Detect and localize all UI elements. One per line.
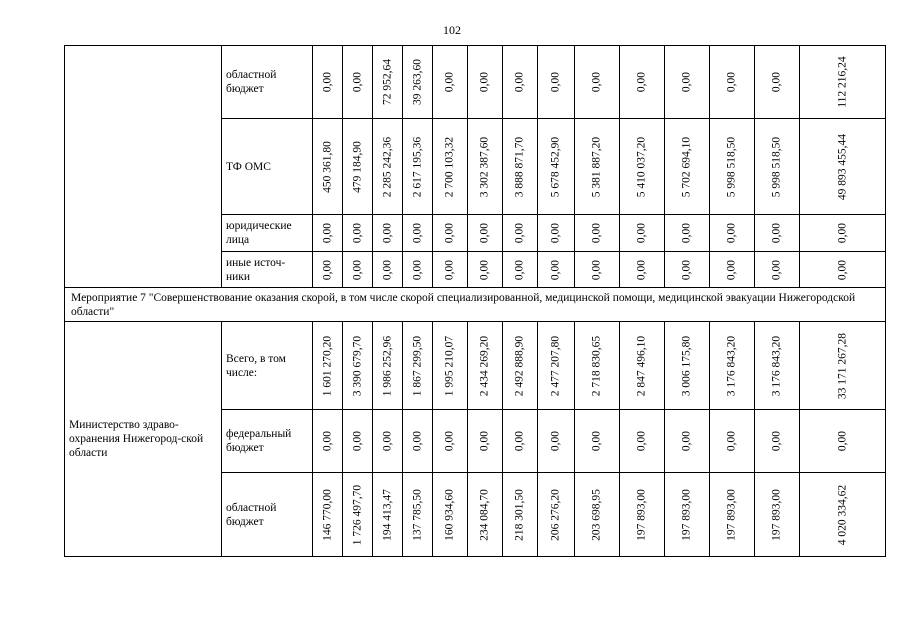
value-text: 1 867 299,50 bbox=[411, 335, 423, 396]
value-cell bbox=[800, 410, 886, 473]
value-cell bbox=[313, 46, 343, 119]
value-cell bbox=[620, 473, 665, 557]
value-cell bbox=[468, 473, 503, 557]
value-text: 3 176 843,20 bbox=[725, 335, 738, 396]
value-cell bbox=[755, 410, 800, 473]
value-text: 0,00 bbox=[513, 430, 526, 452]
value-cell bbox=[343, 46, 373, 119]
value-text: 1 726 497,70 bbox=[351, 484, 363, 545]
value-text: 2 434 269,20 bbox=[478, 335, 491, 396]
value-cell bbox=[620, 410, 665, 473]
value-text: 0,00 bbox=[590, 430, 603, 452]
value-text: 2 285 242,36 bbox=[381, 136, 393, 197]
value-text: 0,00 bbox=[770, 222, 783, 244]
value-cell bbox=[373, 322, 403, 410]
value-text: 0,00 bbox=[680, 71, 693, 93]
value-cell bbox=[503, 322, 538, 410]
value-text: 2 718 830,65 bbox=[590, 335, 603, 396]
value-text: 0,00 bbox=[635, 71, 648, 93]
value-text: 0,00 bbox=[770, 430, 783, 452]
value-cell bbox=[403, 215, 433, 252]
value-cell bbox=[800, 322, 886, 410]
value-text: 0,00 bbox=[411, 259, 423, 280]
value-text: 0,00 bbox=[549, 259, 562, 280]
value-cell bbox=[538, 473, 575, 557]
value-text: 0,00 bbox=[513, 259, 526, 280]
source-label: иные источ-ники bbox=[226, 256, 286, 283]
value-text: 450 361,80 bbox=[321, 140, 333, 193]
value-text: 160 934,60 bbox=[443, 488, 456, 541]
value-cell bbox=[665, 410, 710, 473]
source-label: Всего, в том числе: bbox=[226, 352, 286, 379]
value-cell bbox=[403, 119, 433, 215]
value-text: 1 601 270,20 bbox=[321, 335, 333, 396]
value-cell bbox=[503, 215, 538, 252]
value-text: 0,00 bbox=[770, 71, 783, 93]
value-cell bbox=[665, 322, 710, 410]
value-text: 0,00 bbox=[590, 222, 603, 244]
value-text: 0,00 bbox=[443, 430, 456, 452]
value-cell bbox=[343, 473, 373, 557]
value-cell bbox=[313, 410, 343, 473]
value-text: 197 893,00 bbox=[770, 488, 783, 541]
value-cell bbox=[755, 215, 800, 252]
value-text: 0,00 bbox=[680, 430, 693, 452]
value-text: 2 700 103,32 bbox=[443, 136, 456, 197]
value-text: 5 998 518,50 bbox=[770, 136, 783, 197]
value-text: 112 216,24 bbox=[836, 56, 848, 108]
value-text: 206 276,20 bbox=[549, 488, 562, 541]
value-cell bbox=[665, 473, 710, 557]
value-text: 0,00 bbox=[411, 430, 423, 452]
value-cell bbox=[313, 119, 343, 215]
value-text: 5 410 037,20 bbox=[635, 136, 648, 197]
value-cell bbox=[755, 473, 800, 557]
value-cell bbox=[665, 252, 710, 288]
value-text: 0,00 bbox=[478, 71, 491, 93]
value-cell bbox=[755, 119, 800, 215]
value-text: 33 171 267,28 bbox=[836, 332, 848, 399]
value-cell bbox=[620, 252, 665, 288]
value-cell bbox=[665, 46, 710, 119]
source-cell bbox=[222, 322, 313, 410]
table-row bbox=[65, 288, 886, 322]
value-text: 197 893,00 bbox=[725, 488, 738, 541]
table-row bbox=[65, 322, 886, 410]
value-text: 2 477 207,80 bbox=[549, 335, 562, 396]
value-cell bbox=[800, 252, 886, 288]
value-cell bbox=[538, 215, 575, 252]
value-text: 0,00 bbox=[478, 222, 491, 244]
value-text: 0,00 bbox=[321, 430, 333, 452]
source-label: федеральный бюджет bbox=[226, 428, 292, 454]
value-cell bbox=[343, 322, 373, 410]
value-cell bbox=[403, 322, 433, 410]
value-cell bbox=[468, 215, 503, 252]
value-text: 2 847 496,10 bbox=[635, 335, 648, 396]
source-cell bbox=[222, 215, 313, 252]
value-text: 479 184,90 bbox=[351, 140, 363, 193]
value-text: 0,00 bbox=[635, 430, 648, 452]
value-cell bbox=[538, 119, 575, 215]
value-text: 0,00 bbox=[590, 71, 603, 93]
value-text: 0,00 bbox=[351, 430, 363, 452]
value-text: 234 084,70 bbox=[478, 488, 491, 541]
value-cell bbox=[503, 46, 538, 119]
source-label: областной бюджет bbox=[226, 501, 277, 528]
table-body bbox=[65, 46, 886, 557]
value-cell bbox=[665, 119, 710, 215]
value-text: 0,00 bbox=[680, 259, 693, 280]
value-cell bbox=[710, 46, 755, 119]
value-text: 1 995 210,07 bbox=[443, 335, 456, 396]
value-cell bbox=[373, 215, 403, 252]
org-cell-empty bbox=[65, 46, 222, 288]
source-cell bbox=[222, 252, 313, 288]
value-cell bbox=[433, 410, 468, 473]
value-cell bbox=[755, 252, 800, 288]
value-cell bbox=[503, 252, 538, 288]
value-cell bbox=[373, 252, 403, 288]
value-text: 197 893,00 bbox=[635, 488, 648, 541]
value-cell bbox=[575, 473, 620, 557]
value-cell bbox=[343, 410, 373, 473]
value-text: 194 413,47 bbox=[381, 488, 393, 541]
value-cell bbox=[503, 473, 538, 557]
event-title: Мероприятие 7 "Совершенствование оказания скорой, в том числе скорой специализированной, медицинской помощи, медицинской эвакуации Нижегородской области" bbox=[65, 288, 886, 322]
value-cell bbox=[575, 46, 620, 119]
value-cell bbox=[800, 215, 886, 252]
value-text: 2 617 195,36 bbox=[411, 136, 423, 197]
value-text: 0,00 bbox=[770, 259, 783, 280]
value-cell bbox=[710, 252, 755, 288]
value-text: 2 492 888,90 bbox=[513, 335, 526, 396]
value-cell bbox=[710, 215, 755, 252]
value-text: 0,00 bbox=[725, 430, 738, 452]
value-cell bbox=[800, 119, 886, 215]
value-cell bbox=[403, 46, 433, 119]
value-cell bbox=[710, 322, 755, 410]
value-text: 197 893,00 bbox=[680, 488, 693, 541]
value-cell bbox=[433, 215, 468, 252]
value-cell bbox=[710, 119, 755, 215]
value-cell bbox=[313, 252, 343, 288]
value-text: 1 986 252,96 bbox=[381, 335, 393, 396]
value-text: 0,00 bbox=[513, 71, 526, 93]
value-text: 5 381 887,20 bbox=[590, 136, 603, 197]
value-cell bbox=[343, 215, 373, 252]
value-cell bbox=[620, 119, 665, 215]
org-cell: Министерство здраво-охранения Нижегород-ской области bbox=[65, 322, 222, 557]
source-cell bbox=[222, 46, 313, 119]
value-cell bbox=[313, 322, 343, 410]
page-number: 102 bbox=[443, 23, 461, 37]
value-text: 49 893 455,44 bbox=[836, 133, 848, 200]
value-cell bbox=[503, 119, 538, 215]
value-cell bbox=[538, 322, 575, 410]
value-text: 0,00 bbox=[836, 430, 848, 452]
value-text: 0,00 bbox=[478, 430, 491, 452]
value-text: 0,00 bbox=[635, 222, 648, 244]
value-cell bbox=[373, 46, 403, 119]
value-cell bbox=[538, 252, 575, 288]
value-text: 203 698,95 bbox=[590, 488, 603, 541]
value-cell bbox=[433, 252, 468, 288]
value-text: 0,00 bbox=[321, 71, 333, 93]
budget-table bbox=[64, 45, 886, 557]
value-text: 137 785,50 bbox=[411, 488, 423, 541]
value-cell bbox=[575, 322, 620, 410]
value-cell bbox=[343, 252, 373, 288]
value-text: 0,00 bbox=[590, 259, 603, 280]
value-text: 72 952,64 bbox=[381, 59, 393, 105]
value-cell bbox=[620, 215, 665, 252]
value-text: 0,00 bbox=[321, 259, 333, 280]
value-cell bbox=[468, 46, 503, 119]
value-text: 0,00 bbox=[549, 222, 562, 244]
value-cell bbox=[710, 473, 755, 557]
value-cell bbox=[343, 119, 373, 215]
value-text: 0,00 bbox=[381, 430, 393, 452]
source-cell bbox=[222, 473, 313, 557]
value-text: 5 998 518,50 bbox=[725, 136, 738, 197]
value-cell bbox=[575, 215, 620, 252]
value-cell bbox=[373, 119, 403, 215]
value-cell bbox=[403, 252, 433, 288]
value-cell bbox=[433, 46, 468, 119]
value-cell bbox=[755, 322, 800, 410]
value-text: 0,00 bbox=[549, 71, 562, 93]
value-cell bbox=[538, 46, 575, 119]
value-text: 5 702 694,10 bbox=[680, 136, 693, 197]
value-cell bbox=[313, 215, 343, 252]
value-cell bbox=[468, 119, 503, 215]
value-cell bbox=[800, 473, 886, 557]
value-cell bbox=[468, 410, 503, 473]
value-text: 0,00 bbox=[443, 222, 456, 244]
value-cell bbox=[710, 410, 755, 473]
value-cell bbox=[433, 322, 468, 410]
value-text: 0,00 bbox=[635, 259, 648, 280]
value-text: 0,00 bbox=[513, 222, 526, 244]
value-text: 0,00 bbox=[549, 430, 562, 452]
value-cell bbox=[403, 473, 433, 557]
value-cell bbox=[373, 410, 403, 473]
value-text: 5 678 452,90 bbox=[549, 136, 562, 197]
value-text: 0,00 bbox=[836, 259, 848, 280]
value-text: 0,00 bbox=[351, 259, 363, 280]
value-cell bbox=[313, 473, 343, 557]
value-text: 0,00 bbox=[381, 259, 393, 280]
value-cell bbox=[575, 119, 620, 215]
value-cell bbox=[468, 252, 503, 288]
value-text: 0,00 bbox=[351, 71, 363, 93]
value-text: 0,00 bbox=[443, 71, 456, 93]
value-text: 3 888 871,70 bbox=[513, 136, 526, 197]
source-cell bbox=[222, 410, 313, 473]
value-cell bbox=[575, 410, 620, 473]
value-text: 3 390 679,70 bbox=[351, 335, 363, 396]
value-cell bbox=[433, 119, 468, 215]
value-text: 218 301,50 bbox=[513, 488, 526, 541]
value-text: 0,00 bbox=[725, 71, 738, 93]
value-cell bbox=[755, 46, 800, 119]
table-row bbox=[65, 46, 886, 119]
source-label: областной бюджет bbox=[226, 69, 277, 95]
value-cell bbox=[665, 215, 710, 252]
value-text: 39 263,60 bbox=[411, 59, 423, 105]
value-cell bbox=[503, 410, 538, 473]
value-cell bbox=[800, 46, 886, 119]
source-label: ТФ ОМС bbox=[226, 160, 271, 173]
value-text: 4 020 334,62 bbox=[836, 484, 848, 545]
value-text: 0,00 bbox=[443, 259, 456, 280]
value-cell bbox=[468, 322, 503, 410]
value-text: 0,00 bbox=[381, 222, 393, 244]
value-text: 0,00 bbox=[321, 222, 333, 244]
value-cell bbox=[538, 410, 575, 473]
value-text: 3 302 387,60 bbox=[478, 136, 491, 197]
value-text: 0,00 bbox=[836, 222, 848, 244]
value-text: 3 006 175,80 bbox=[680, 335, 693, 396]
value-text: 0,00 bbox=[478, 259, 491, 280]
value-text: 0,00 bbox=[725, 222, 738, 244]
value-text: 0,00 bbox=[725, 259, 738, 280]
value-text: 146 770,00 bbox=[321, 488, 333, 541]
value-text: 0,00 bbox=[411, 222, 423, 244]
source-cell bbox=[222, 119, 313, 215]
value-cell bbox=[575, 252, 620, 288]
value-text: 0,00 bbox=[351, 222, 363, 244]
value-text: 0,00 bbox=[680, 222, 693, 244]
value-text: 3 176 843,20 bbox=[770, 335, 783, 396]
value-cell bbox=[620, 322, 665, 410]
value-cell bbox=[433, 473, 468, 557]
value-cell bbox=[403, 410, 433, 473]
value-cell bbox=[620, 46, 665, 119]
source-label: юридические лица bbox=[226, 220, 292, 246]
value-cell bbox=[373, 473, 403, 557]
